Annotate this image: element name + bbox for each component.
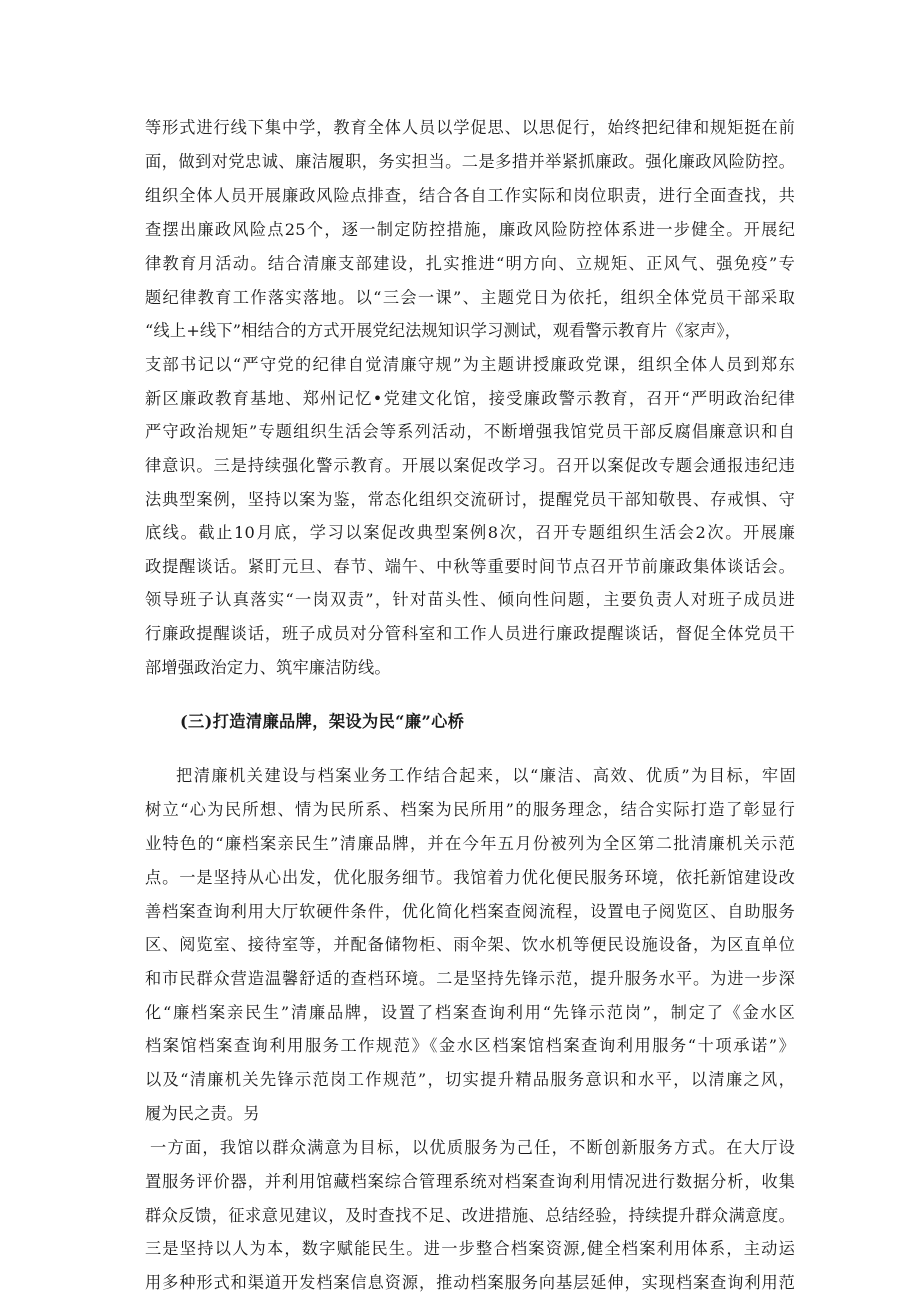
- paragraph-line: 把清廉机关建设与档案业务工作结合起来，以“廉洁、高效、优质”为目标，牢固: [176, 766, 796, 785]
- paragraph-line: 面，做到对党忠诚、廉洁履职，务实担当。二是多措并举紧抓廉政。强化廉政风险防控。: [145, 152, 795, 171]
- paragraph-line: 政提醒谈话。紧盯元旦、春节、端午、中秋等重要时间节点召开节前廉政集体谈话会。: [145, 557, 795, 576]
- paragraph-line: 档案馆档案查询利用服务工作规范》《金水区档案馆档案查询利用服务“十项承诺”》: [145, 1036, 795, 1055]
- paragraph-line: 业特色的“廉档案亲民生”清廉品牌，并在今年五月份被列为全区第二批清廉机关示范: [145, 834, 795, 853]
- paragraph-line: 律意识。三是持续强化警示教育。开展以案促改学习。召开以案促改专题会通报违纪违: [145, 456, 795, 475]
- paragraph-line: 用多种形式和渠道开发档案信息资源，推动档案服务向基层延伸，实现档案查询利用范: [145, 1273, 795, 1292]
- paragraph-line: 三是坚持以人为本，数字赋能民生。进一步整合档案资源,健全档案利用体系，主动运: [145, 1239, 795, 1258]
- paragraph-line: 和市民群众营造温馨舒适的查档环境。二是坚持先锋示范，提升服务水平。为进一步深: [145, 969, 795, 988]
- paragraph-line: 树立“心为民所想、情为民所系、档案为民所用”的服务理念，结合实际打造了彰显行: [145, 800, 795, 819]
- paragraph-line: 履为民之责。另: [145, 1104, 260, 1123]
- paragraph-line: 律教育月活动。结合清廉支部建设，扎实推进“明方向、立规矩、正风气、强免疫”专: [145, 254, 795, 273]
- paragraph-line: 法典型案例，坚持以案为鉴，常态化组织交流研讨，提醒党员干部知敬畏、存戒惧、守: [145, 490, 795, 509]
- paragraph-line: 善档案查询利用大厅软硬件条件，优化简化档案查阅流程，设置电子阅览区、自助服务: [145, 902, 795, 921]
- paragraph-line: 组织全体人员开展廉政风险点排查，结合各自工作实际和岗位职责，进行全面查找，共: [145, 186, 795, 205]
- paragraph-line: 置服务评价器，并利用馆藏档案综合管理系统对档案查询利用情况进行数据分析，收集: [145, 1172, 795, 1191]
- paragraph-line: 区、阅览室、接待室等，并配备储物柜、雨伞架、饮水机等便民设施设备，为区直单位: [145, 935, 795, 954]
- paragraph-line: 严守政治规矩”专题组织生活会等系列活动，不断增强我馆党员干部反腐倡廉意识和自: [145, 422, 795, 441]
- paragraph-line: 群众反馈，征求意见建议，及时查找不足、改进措施、总结经验，持续提升群众满意度。: [145, 1206, 795, 1225]
- paragraph-line: 化“廉档案亲民生”清廉品牌，设置了档案查询利用“先锋示范岗”，制定了《金水区: [145, 1003, 795, 1022]
- paragraph-line: 新区廉政教育基地、郑州记忆•党建文化馆，接受廉政警示教育，召开“严明政治纪律: [145, 389, 795, 408]
- paragraph-line: 查摆出廉政风险点25个，逐一制定防控措施，廉政风险防控体系进一步健全。开展纪: [145, 220, 795, 239]
- paragraph-line: 题纪律教育工作落实落地。以“三会一课”、主题党日为依托，组织全体党员干部采取: [145, 288, 795, 307]
- section-heading: (三)打造清廉品牌，架设为民“廉”心桥: [180, 712, 465, 731]
- paragraph-line: 部增强政治定力、筑牢廉洁防线。: [145, 658, 391, 677]
- paragraph-line: 行廉政提醒谈话，班子成员对分管科室和工作人员进行廉政提醒谈话，督促全体党员干: [145, 624, 795, 643]
- paragraph-line: “线上+线下”相结合的方式开展党纪法规知识学习测试，观看警示教育片《家声》，: [145, 321, 742, 340]
- paragraph-line: 一方面，我馆以群众满意为目标，以优质服务为己任，不断创新服务方式。在大厅设: [150, 1138, 795, 1157]
- paragraph-line: 点。一是坚持从心出发，优化服务细节。我馆着力优化便民服务环境，依托新馆建设改: [145, 868, 795, 887]
- paragraph-line: 支部书记以“严守党的纪律自觉清廉守规”为主题讲授廉政党课，组织全体人员到郑东: [145, 355, 795, 374]
- paragraph-line: 底线。截止10月底，学习以案促改典型案例8次，召开专题组织生活会2次。开展廉: [145, 523, 795, 542]
- paragraph-line: 以及“清廉机关先锋示范岗工作规范”，切实提升精品服务意识和水平，以清廉之风，: [145, 1070, 795, 1089]
- paragraph-line: 等形式进行线下集中学，教育全体人员以学促思、以思促行，始终把纪律和规矩挺在前: [145, 118, 795, 137]
- paragraph-line: 领导班子认真落实“一岗双责”，针对苗头性、倾向性问题，主要负责人对班子成员进: [145, 590, 795, 609]
